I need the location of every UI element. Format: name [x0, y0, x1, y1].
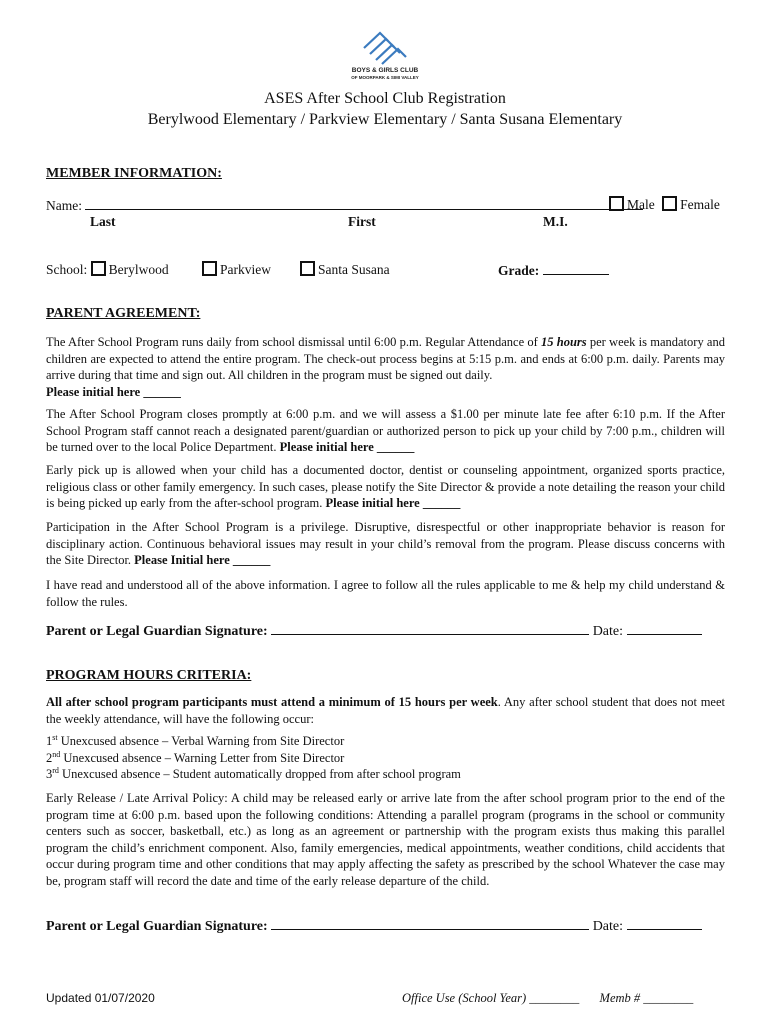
- female-label: Female: [680, 197, 720, 212]
- early-release-policy: Early Release / Late Arrival Policy: A child may be released early or arrive late from the after school program prior to the end of the program time at 6:00 p.m. based upon the following conditions: Attending a parallel program (programs in the school or community centers such as soccer, basketball, etc.) as long as an agreement or partnership with the program exists thus making this parallel program the child’s enrichment component. Also, family emergencies, medical appointments, weather conditions, child accidents that occur during program time and other conditions that may apply affecting the safety as prescribed by the school Whatever the case may be, program staff will record the date and time of the early release departure of the child.: [46, 791, 725, 888]
- signature-field-2[interactable]: [271, 916, 589, 930]
- mi-label: M.I.: [543, 214, 568, 229]
- form-subtitle: Berylwood Elementary / Parkview Elementary / Santa Susana Elementary: [147, 111, 623, 128]
- list-item: 2nd Unexcused absence – Warning Letter from Site Director: [46, 749, 345, 765]
- parent-agreement-heading: PARENT AGREEMENT:: [46, 306, 201, 321]
- signature-row-1: [46, 621, 702, 640]
- santa-susana-option: [300, 261, 390, 278]
- boys-girls-club-logo: [340, 30, 430, 84]
- date-label-2: Date:: [592, 919, 624, 934]
- female-checkbox[interactable]: [662, 196, 677, 211]
- agreement-paragraph-attendance: The After School Program runs daily from school dismissal until 6:00 p.m. Regular Attendance of 15 hours per week is mandatory and children are expected to attend the entire program. The check-out process begins at 5:15 p.m. and ends at 6:00 p.m. daily. Parents may arrive during that time and sign out. All children in the program must be signed out daily. Please initial here ______: [46, 335, 725, 399]
- male-label: Male: [627, 197, 655, 212]
- school-label: School:: [46, 262, 88, 277]
- male-checkbox[interactable]: [609, 196, 624, 211]
- logo-name: BOYS & GIRLS CLUB: [351, 67, 419, 74]
- school-option-parkview: Parkview: [220, 262, 271, 277]
- signature-label-1: Parent or Legal Guardian Signature:: [46, 624, 268, 639]
- initial-line-3[interactable]: Please initial here ______: [325, 496, 461, 510]
- school-row: [46, 261, 169, 278]
- school-option-berylwood: Berylwood: [108, 262, 169, 277]
- agreement-paragraph-behavior: Participation in the After School Program is a privilege. Disruptive, disrespectful or other inappropriate behavior is reason for disciplinary action. Continuous behavioral issues may result in your child’s removal from the program. Please discuss concerns with the Site Director. Please Initial here ______: [46, 520, 725, 567]
- office-use-school-year: Office Use (School Year) ________: [402, 991, 580, 1005]
- signature-row-2: [46, 916, 702, 935]
- berylwood-checkbox[interactable]: [91, 261, 106, 276]
- agreement-paragraph-early-pickup: Early pick up is allowed when your child has a documented doctor, dentist or counseling appointment, organized sports practice, religious class or other family emergency. In such cases, please notify the Site Director & provide a note detailing the reason your child is being picked up early from the after-school program. Please initial here ______: [46, 463, 725, 510]
- office-use-memb: Memb # ________: [599, 991, 694, 1005]
- office-use: [402, 991, 693, 1006]
- parkview-checkbox[interactable]: [202, 261, 217, 276]
- initial-line-1[interactable]: Please initial here ______: [46, 384, 181, 399]
- parkview-option: [202, 261, 271, 278]
- agreement-paragraph-late-fee: The After School Program closes promptly at 6:00 p.m. and we will assess a $1.00 per minute late fee after 6:10 p.m. If the After School Program staff cannot reach a designated parent/guardian or authorized person to pick up your child by 7:00 p.m., children will be turned over to the local Police Department. Please initial here ______: [46, 407, 725, 454]
- grade-row: [498, 261, 609, 279]
- date-field-1[interactable]: [627, 621, 702, 635]
- last-label: Last: [90, 214, 116, 229]
- form-title: ASES After School Club Registration: [264, 90, 506, 107]
- initial-line-2[interactable]: Please initial here ______: [279, 440, 415, 454]
- signature-label-2: Parent or Legal Guardian Signature:: [46, 919, 268, 934]
- program-hours-heading: PROGRAM HOURS CRITERIA:: [46, 668, 252, 683]
- hours-intro: All after school program participants must attend a minimum of 15 hours per week. Any after school student that does not meet the weekly attendance, will have the following occur:: [46, 695, 725, 726]
- name-label: Name:: [46, 198, 82, 213]
- school-option-santa-susana: Santa Susana: [318, 262, 390, 277]
- updated-date: Updated 01/07/2020: [46, 991, 155, 1005]
- list-item: 3rd Unexcused absence – Student automatically dropped from after school program: [46, 765, 461, 781]
- first-label: First: [348, 214, 376, 229]
- name-row: [46, 196, 643, 214]
- grade-label: Grade:: [498, 263, 540, 278]
- date-field-2[interactable]: [627, 916, 702, 930]
- list-item: 1st Unexcused absence – Verbal Warning from Site Director: [46, 732, 345, 748]
- signature-field-1[interactable]: [271, 621, 589, 635]
- santa-susana-checkbox[interactable]: [300, 261, 315, 276]
- agreement-paragraph-acknowledge: I have read and understood all of the above information. I agree to follow all the rules applicable to me & help my child understand & follow the rules.: [46, 578, 725, 609]
- initial-line-4[interactable]: Please Initial here ______: [134, 553, 271, 567]
- date-label-1: Date:: [592, 624, 624, 639]
- gender-options: [609, 196, 720, 213]
- member-info-heading: MEMBER INFORMATION:: [46, 166, 222, 181]
- absence-list: [46, 733, 725, 783]
- club-logo-icon: [360, 30, 410, 66]
- grade-field[interactable]: [543, 261, 609, 275]
- logo-subtitle: OF MOORPARK & SIMI VALLEY: [351, 75, 419, 80]
- name-field[interactable]: [85, 196, 643, 210]
